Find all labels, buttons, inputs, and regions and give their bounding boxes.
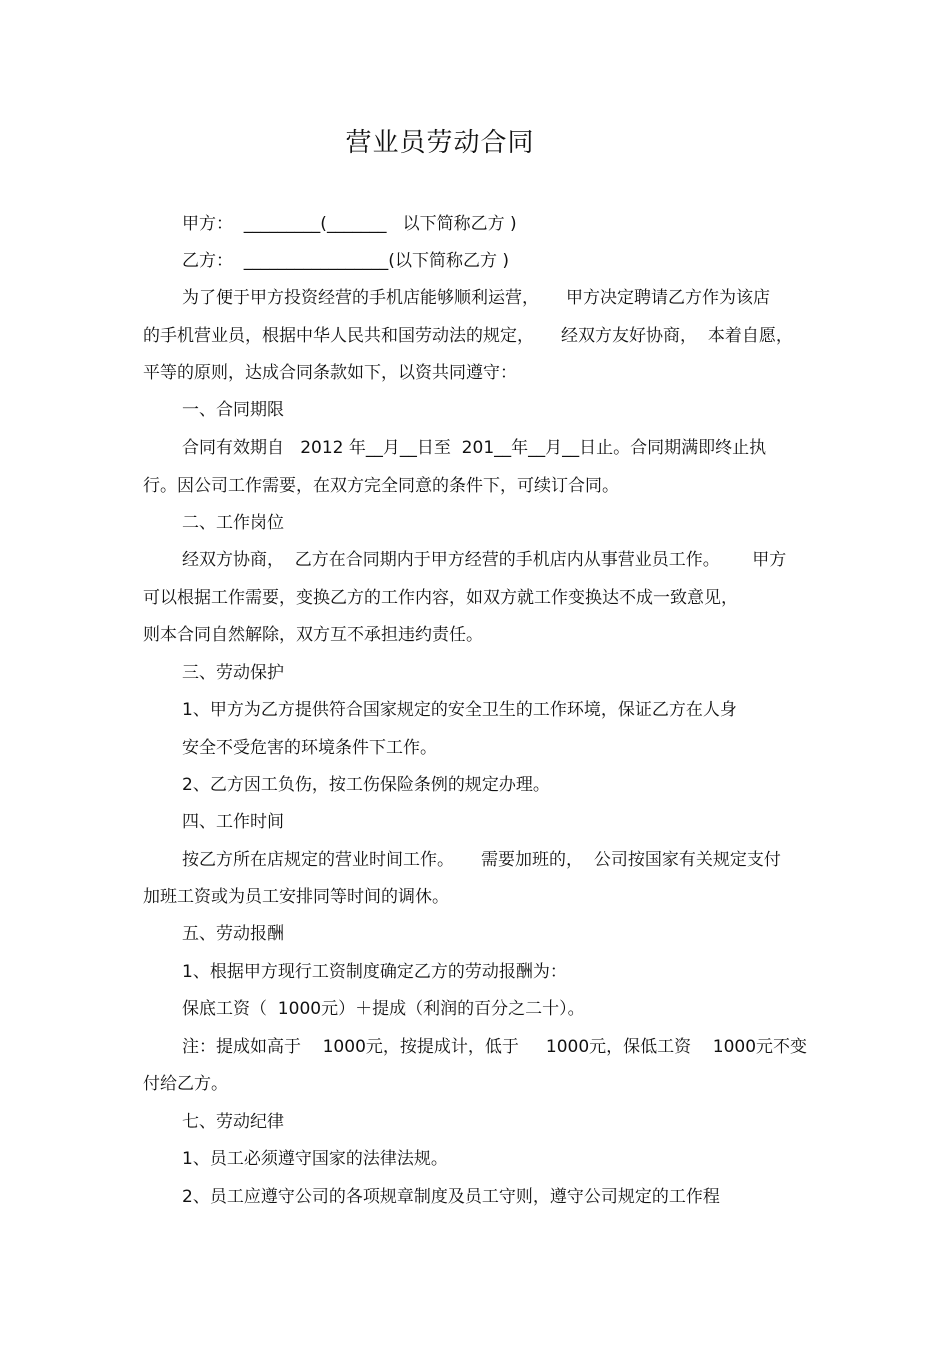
paragraph-line: 七、劳动纪律 (182, 1112, 284, 1132)
paragraph-line: 乙方： _________________(以下简称乙方 ) (182, 251, 509, 271)
paragraph-line: 2、员工应遵守公司的各项规章制度及员工守则，遵守公司规定的工作程 (182, 1187, 720, 1207)
paragraph-line: 一、合同期限 (182, 400, 284, 420)
paragraph-line: 平等的原则，达成合同条款如下，以资共同遵守： (143, 363, 517, 383)
paragraph-line: 1、甲方为乙方提供符合国家规定的安全卫生的工作环境，保证乙方在人身 (182, 700, 737, 720)
paragraph-line: 注：提成如高于 1000元，按提成计，低于 1000元，保低工资 1000元不变 (182, 1037, 808, 1057)
paragraph-line: 安全不受危害的环境条件下工作。 (182, 738, 437, 758)
paragraph-line: 保底工资（ 1000元）＋提成（利润的百分之二十）。 (182, 999, 585, 1019)
paragraph-line: 加班工资或为员工安排同等时间的调休。 (143, 887, 449, 907)
paragraph-line: 三、劳动保护 (182, 663, 284, 683)
paragraph-line: 经双方协商， 乙方在合同期内于甲方经营的手机店内从事营业员工作。 甲方 (182, 550, 787, 570)
paragraph-line: 1、根据甲方现行工资制度确定乙方的劳动报酬为： (182, 962, 567, 982)
paragraph-line: 可以根据工作需要，变换乙方的工作内容，如双方就工作变换达不成一致意见， (143, 588, 738, 608)
paragraph-line: 四、工作时间 (182, 812, 284, 832)
paragraph-line: 则本合同自然解除，双方互不承担违约责任。 (143, 625, 483, 645)
paragraph-line: 1、员工必须遵守国家的法律法规。 (182, 1149, 448, 1169)
paragraph-line: 合同有效期自 2012 年__月__日至 201__年__月__日止。合同期满即终止执 (182, 438, 767, 458)
paragraph-line: 2、乙方因工负伤，按工伤保险条例的规定办理。 (182, 775, 550, 795)
paragraph-line: 甲方： _________(_______ 以下简称乙方 ) (182, 214, 517, 234)
paragraph-line: 二、工作岗位 (182, 513, 284, 533)
paragraph-line: 行。因公司工作需要，在双方完全同意的条件下，可续订合同。 (143, 476, 619, 496)
paragraph-line: 按乙方所在店规定的营业时间工作。 需要加班的， 公司按国家有关规定支付 (182, 850, 781, 870)
paragraph-line: 付给乙方。 (143, 1074, 228, 1094)
document-title: 营业员劳动合同 (345, 128, 535, 158)
paragraph-line: 的手机营业员，根据中华人民共和国劳动法的规定， 经双方友好协商， 本着自愿， (143, 326, 793, 346)
paragraph-line: 为了便于甲方投资经营的手机店能够顺利运营， 甲方决定聘请乙方作为该店 (182, 288, 771, 308)
paragraph-line: 五、劳动报酬 (182, 924, 284, 944)
